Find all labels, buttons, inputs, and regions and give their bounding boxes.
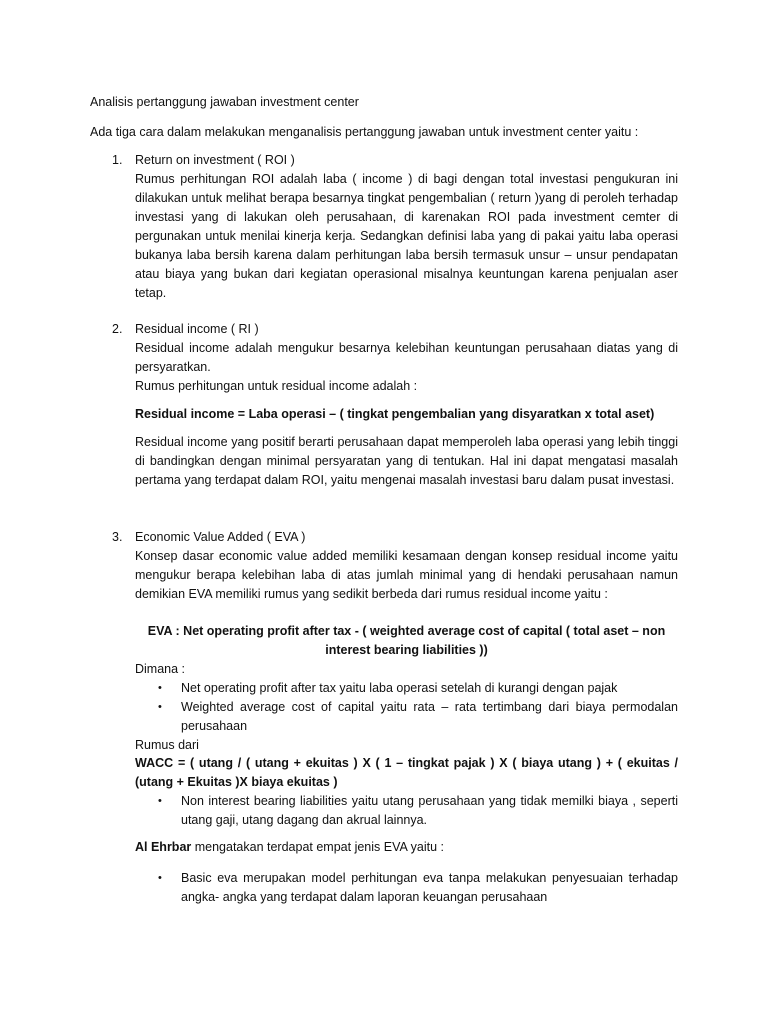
rumus-dari-label: Rumus dari xyxy=(135,738,199,752)
intro-paragraph: Ada tiga cara dalam melakukan menganalisis pertanggung jawaban untuk investment center yaitu : xyxy=(90,125,639,139)
bullet-item-non-interest: Non interest bearing liabilities yaitu utang perusahaan yang tidak memilki biaya , seperti utang gaji, utang dagang dan akrual lainnya. xyxy=(181,794,678,827)
list-number-3: 3. xyxy=(112,530,123,544)
section-2-heading: Residual income ( RI ) xyxy=(135,322,259,336)
section-3-heading: Economic Value Added ( EVA ) xyxy=(135,530,306,544)
list-number-1: 1. xyxy=(112,153,123,167)
dimana-label: Dimana : xyxy=(135,662,186,676)
ehrbar-text: mengatakan terdapat empat jenis EVA yaitu : xyxy=(191,840,444,854)
eva-formula-line-2: interest bearing liabilities )) xyxy=(325,643,488,657)
bullet-icon: • xyxy=(158,795,162,807)
section-1-body: Rumus perhitungan ROI adalah laba ( income ) di bagi dengan total investasi pengukuran ini dilakukan untuk melihat berapa besarnya tingkat pengembalian ( return )yang di peroleh terhadap investasi yang di lakukan oleh perusahaan, di karenakan ROI pada investment cemter di pergunakan untuk menilai kinerja kerja. Sedangkan definisi laba yang di pakai yaitu laba operasi bukanya laba bersih karena dalam perhitungan laba bersih termasuk unsur – unsur pendapatan atau biaya yang bukan dari kegiatan operasional misalnya keuntungan karena penjualan aser tetap. xyxy=(135,172,678,300)
ehrbar-paragraph xyxy=(135,838,444,857)
bullet-icon: • xyxy=(158,872,162,884)
list-number-2: 2. xyxy=(112,322,123,336)
bullet-icon: • xyxy=(158,682,162,694)
section-2-body: Residual income adalah mengukur besarnya kelebihan keuntungan perusahaan diatas yang di persyaratkan. xyxy=(135,341,678,374)
bullet-icon: • xyxy=(158,701,162,713)
ehrbar-name: Al Ehrbar xyxy=(135,840,192,854)
bullet-item-nopat: Net operating profit after tax yaitu laba operasi setelah di kurangi dengan pajak xyxy=(181,681,618,695)
section-2-formula-intro: Rumus perhitungan untuk residual income adalah : xyxy=(135,379,418,393)
section-1-heading: Return on investment ( ROI ) xyxy=(135,153,295,167)
wacc-formula: WACC = ( utang / ( utang + ekuitas ) X ( 1 – tingkat pajak ) X ( biaya utang ) + ( ekuitas / (utang + Ekuitas )X biaya ekuitas ) xyxy=(135,756,678,789)
bullet-item-wacc: Weighted average cost of capital yaitu rata – rata tertimbang dari biaya permodalan perusahaan xyxy=(181,700,678,733)
residual-income-formula: Residual income = Laba operasi – ( tingkat pengembalian yang disyaratkan x total aset) xyxy=(135,407,655,421)
document-title: Analisis pertanggung jawaban investment center xyxy=(90,95,359,109)
section-3-body: Konsep dasar economic value added memiliki kesamaan dengan konsep residual income yaitu mengukur berapa kelebihan laba di atas jumlah minimal yang di hendaki perusahaan namun demikian EVA memiliki rumus yang sedikit berbeda dari rumus residual income yaitu : xyxy=(135,549,678,601)
eva-formula-line-1: EVA : Net operating profit after tax - ( weighted average cost of capital ( total aset – non xyxy=(147,624,666,638)
bullet-item-basic-eva: Basic eva merupakan model perhitungan eva tanpa melakukan penyesuaian terhadap angka- angka yang terdapat dalam laporan keuangan perusahaan xyxy=(181,871,678,904)
section-2-explanation: Residual income yang positif berarti perusahaan dapat memperoleh laba operasi yang lebih tinggi di bandingkan dengan minimal persyaratan yang di tentukan. Hal ini dapat mengatasi masalah pertama yang terdapat dalam ROI, yaitu mengenai masalah investasi baru dalam pusat investasi. xyxy=(135,435,678,487)
